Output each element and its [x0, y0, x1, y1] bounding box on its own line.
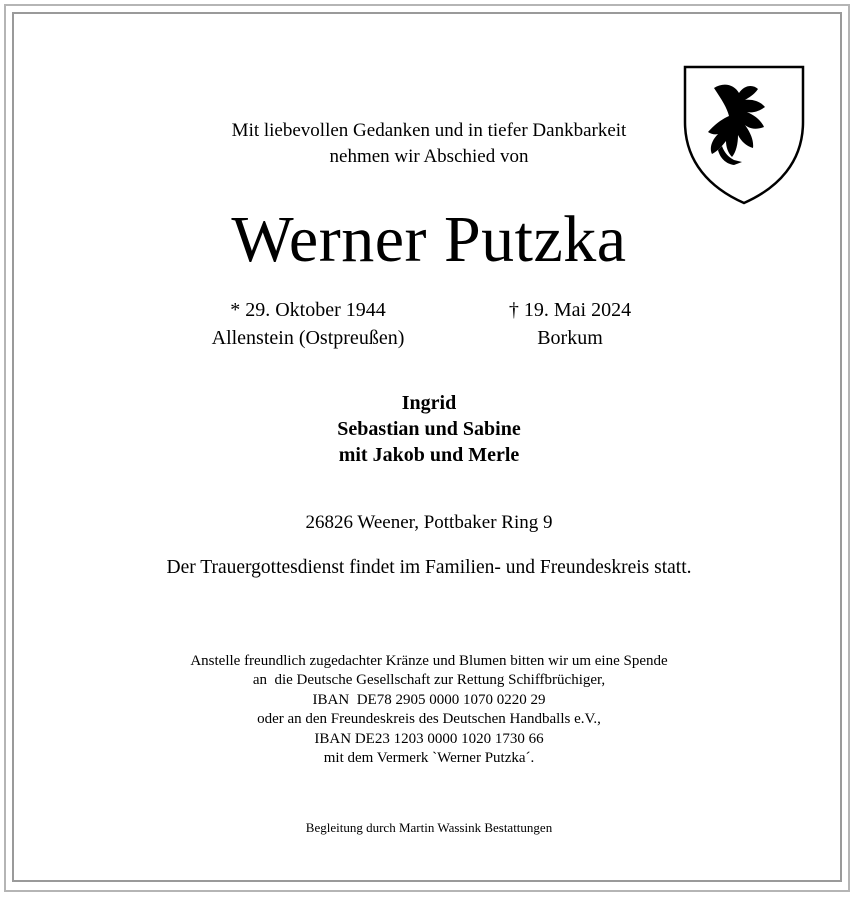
donation-iban: IBAN DE78 2905 0000 1070 0220 29: [312, 691, 546, 708]
intro-text: [0, 118, 858, 170]
donation-line: oder an den Freundeskreis des Deutschen Handballs e.V.,: [257, 711, 601, 728]
service-notice: Der Trauergottesdienst findet im Familien- und Freundeskreis statt.: [166, 557, 692, 578]
birth-date: * 29. Oktober 1944: [230, 299, 386, 321]
donation-line: mit dem Vermerk `Werner Putzka´.: [323, 750, 535, 767]
mourner-name: Ingrid: [401, 392, 457, 414]
donation-line: Anstelle freundlich zugedachter Kränze und Blumen bitten wir um eine Spende: [190, 653, 668, 669]
donation-request: [0, 652, 858, 768]
donation-line: an die Deutsche Gesellschaft zur Rettung Schiffbrüchiger,: [252, 672, 606, 689]
intro-line-2: nehmen wir Abschied von: [329, 146, 529, 167]
family-address: 26826 Weener, Pottbaker Ring 9: [305, 512, 553, 533]
donation-iban: IBAN DE23 1203 0000 1020 1730 66: [314, 730, 544, 747]
mourner-name: mit Jakob und Merle: [338, 444, 520, 466]
deceased-name: Werner Putzka: [231, 203, 627, 276]
mourner-name: Sebastian und Sabine: [337, 418, 521, 440]
death-info: [440, 296, 700, 352]
mourners-list: [0, 390, 858, 468]
undertaker-credit: Begleitung durch Martin Wassink Bestattungen: [305, 820, 553, 835]
death-place: Borkum: [537, 327, 603, 349]
birth-place: Allenstein (Ostpreußen): [211, 327, 405, 349]
death-date: † 19. Mai 2024: [508, 299, 632, 321]
birth-info: [178, 296, 438, 352]
intro-line-1: Mit liebevollen Gedanken und in tiefer Dankbarkeit: [231, 120, 627, 141]
